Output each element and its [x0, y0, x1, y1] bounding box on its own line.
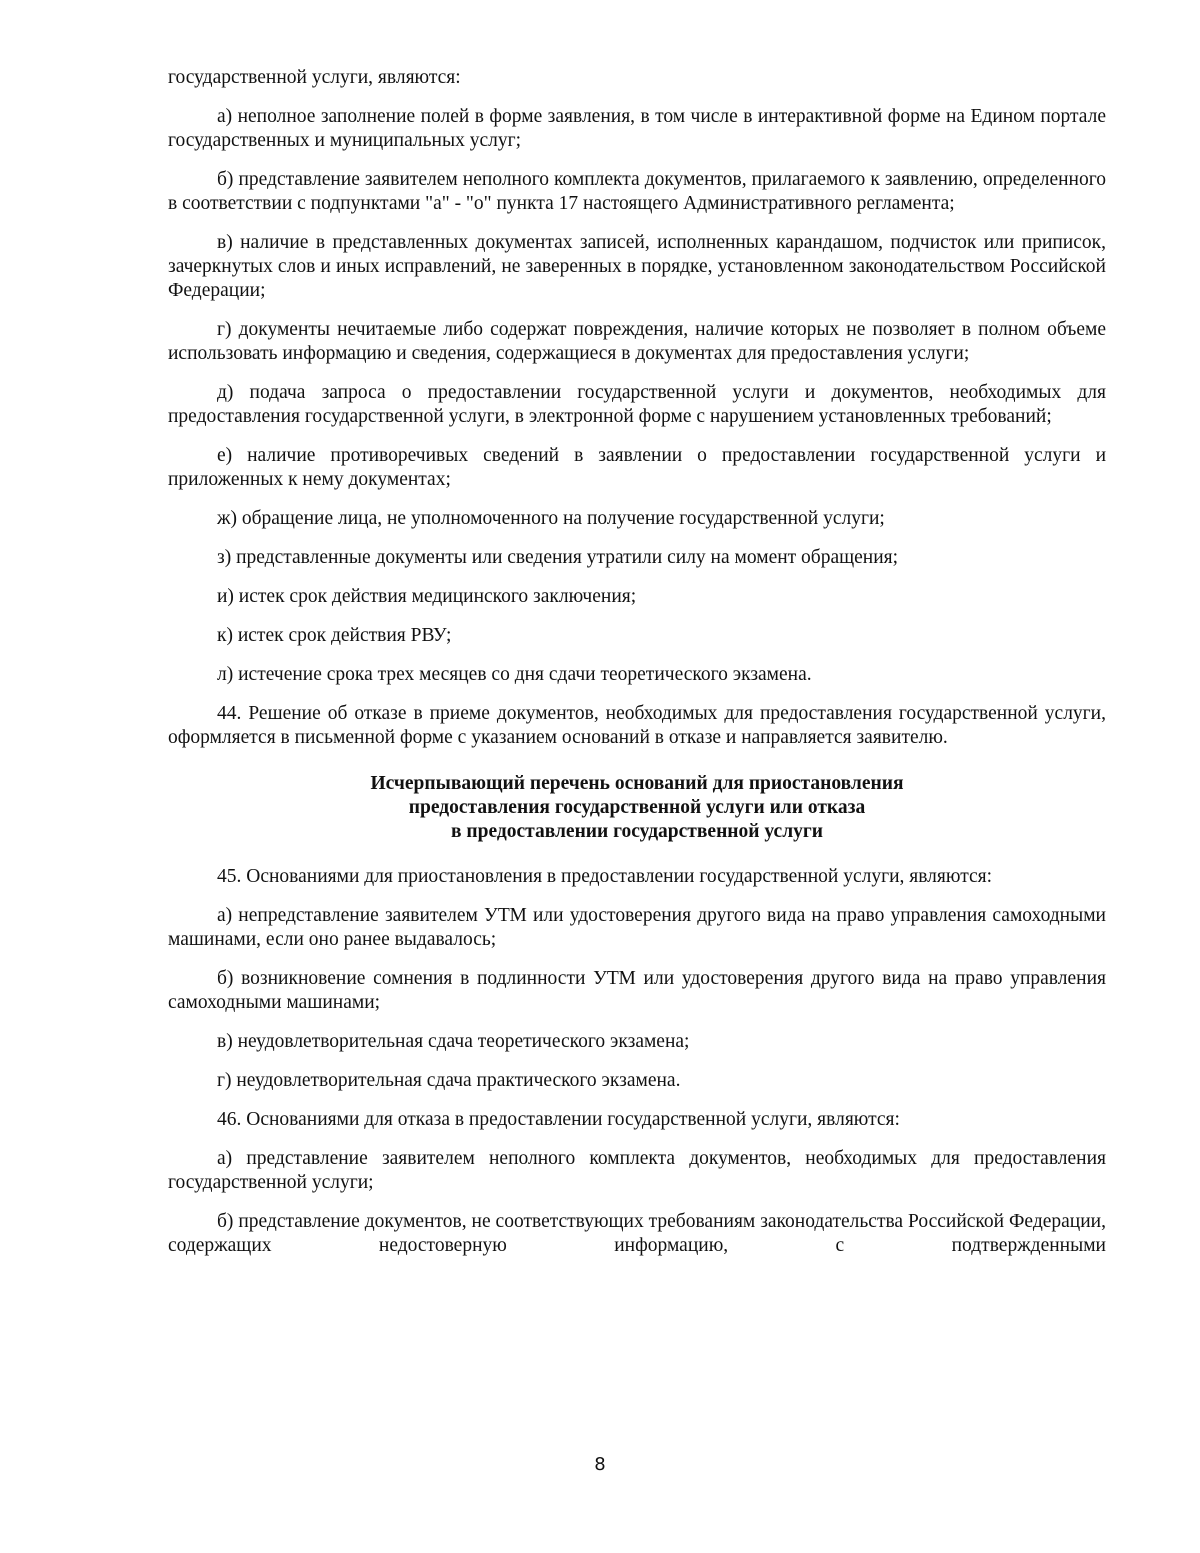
document-page	[168, 66, 1106, 1273]
list-item-45-a: а) непредставление заявителем УТМ или удостоверения другого вида на право управления самоходными машинами, если оно ранее выдавалось;	[168, 905, 1106, 950]
heading-line-2: предоставления государственной услуги или отказа	[408, 797, 866, 818]
list-item-zh: ж) обращение лица, не уполномоченного на получение государственной услуги;	[217, 508, 885, 529]
page-number: 8	[594, 1454, 606, 1475]
paragraph-44: 44. Решение об отказе в приеме документов, необходимых для предоставления государственной услуги, оформляется в письменной форме с указанием оснований в отказе и направляется заявителю.	[168, 703, 1106, 748]
list-item-l: л) истечение срока трех месяцев со дня сдачи теоретического экзамена.	[217, 664, 812, 685]
heading-line-1: Исчерпывающий перечень оснований для приостановления	[370, 773, 904, 794]
paragraph-45: 45. Основаниями для приостановления в предоставлении государственной услуги, являются:	[217, 866, 992, 887]
paragraph-continuation: государственной услуги, являются:	[168, 67, 461, 88]
list-item-45-g: г) неудовлетворительная сдача практического экзамена.	[217, 1070, 681, 1091]
list-item-k: к) истек срок действия РВУ;	[217, 625, 452, 646]
list-item-46-b: б) представление документов, не соответствующих требованиям законодательства Российской Федерации, содержащих недостоверную информацию, с подтвержденными	[168, 1211, 1106, 1256]
heading-line-3: в предоставлении государственной услуги	[450, 821, 823, 842]
section-before-heading	[168, 66, 1106, 750]
list-item-45-b: б) возникновение сомнения в подлинности УТМ или удостоверения другого вида на право управления самоходными машинами;	[168, 968, 1106, 1013]
section-after-heading	[168, 865, 1106, 1258]
list-item-i: и) истек срок действия медицинского заключения;	[217, 586, 637, 607]
list-item-b: б) представление заявителем неполного комплекта документов, прилагаемого к заявлению, определенного в соответствии с подпунктами "а" - "о" пункта 17 настоящего Административного регламента;	[168, 169, 1106, 214]
list-item-v: в) наличие в представленных документах записей, исполненных карандашом, подчисток или приписок, зачеркнутых слов и иных исправлений, не заверенных в порядке, установленном законодательством Российской Федерации;	[168, 232, 1106, 301]
list-item-45-v: в) неудовлетворительная сдача теоретического экзамена;	[217, 1031, 690, 1052]
list-item-d: д) подача запроса о предоставлении государственной услуги и документов, необходимых для предоставления государственной услуги, в электронной форме с нарушением установленных требований;	[168, 382, 1106, 427]
list-item-46-a: а) представление заявителем неполного комплекта документов, необходимых для предоставления государственной услуги;	[168, 1148, 1106, 1193]
list-item-a: а) неполное заполнение полей в форме заявления, в том числе в интерактивной форме на Едином портале государственных и муниципальных услуг;	[168, 106, 1106, 151]
section-heading	[168, 772, 1106, 844]
list-item-g: г) документы нечитаемые либо содержат повреждения, наличие которых не позволяет в полном объеме использовать информацию и сведения, содержащиеся в документах для предоставления услуги;	[168, 319, 1106, 364]
list-item-z: з) представленные документы или сведения утратили силу на момент обращения;	[217, 547, 899, 568]
list-item-e: е) наличие противоречивых сведений в заявлении о предоставлении государственной услуги и приложенных к нему документах;	[168, 445, 1106, 490]
paragraph-46: 46. Основаниями для отказа в предоставлении государственной услуги, являются:	[217, 1109, 900, 1130]
